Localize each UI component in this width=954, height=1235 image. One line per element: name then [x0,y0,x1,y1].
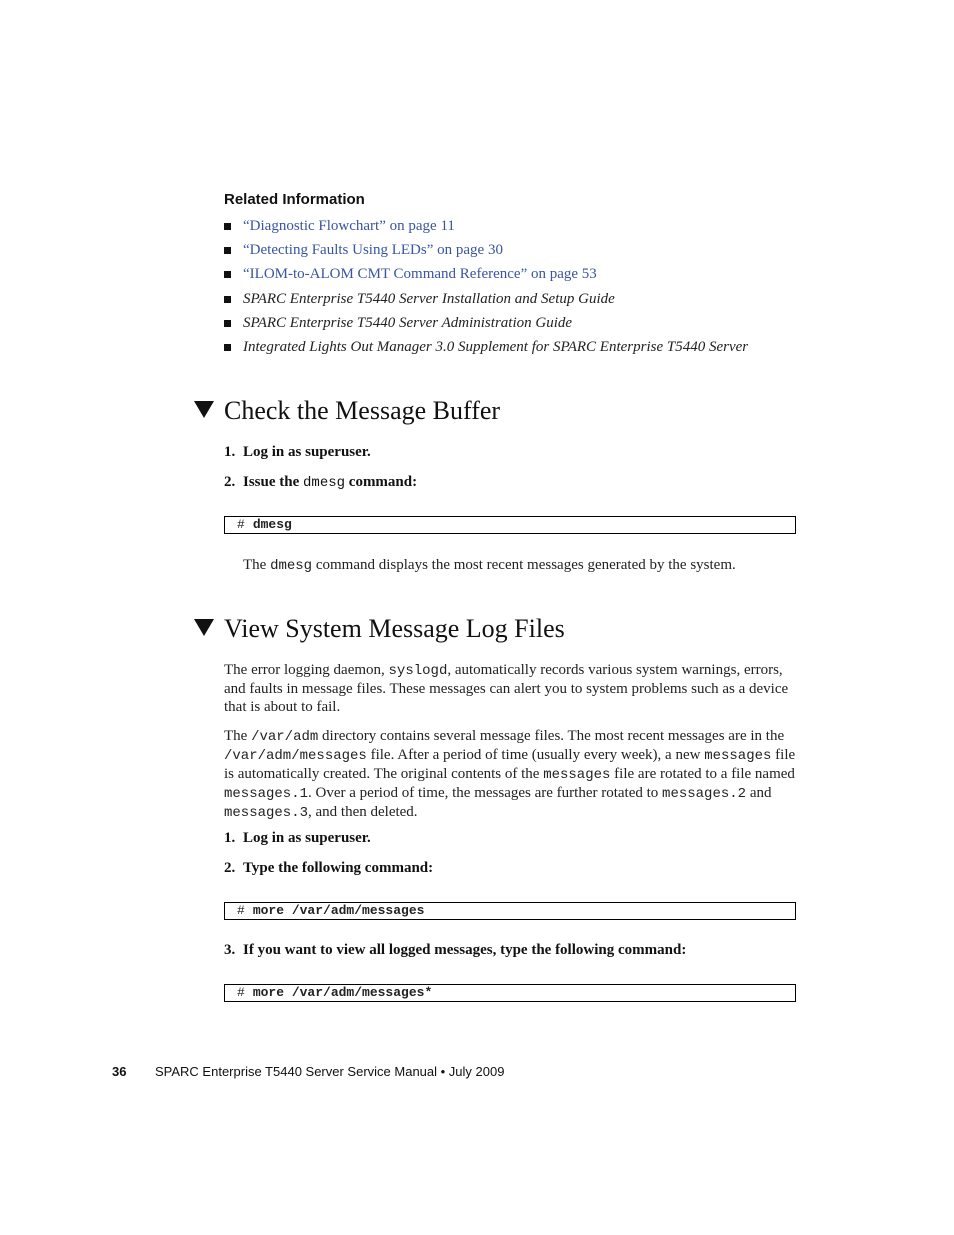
code-block [224,516,796,534]
related-information-heading: Related Information [224,191,365,208]
step-number: 2. [224,860,236,876]
text: command displays the most recent messages generated by the system. [315,557,736,573]
shell-command: more /var/adm/messages* [252,985,433,1000]
section-title: View System Message Log Files [224,614,565,643]
procedure-step [224,830,371,847]
xref-link[interactable]: “ILOM-to-ALOM CMT Command Reference” on page 53 [243,266,597,283]
text: file. After a period of time (usually every week), a new [370,747,701,763]
text: The [224,728,248,744]
inline-code: messages [543,767,611,783]
section-title: Check the Message Buffer [224,396,501,425]
procedure-triangle-icon [194,619,214,636]
section-heading-check-message-buffer [194,396,500,426]
inline-code: /var/adm/messages [224,748,367,764]
procedure-step [224,860,433,877]
footer-page-number: 36 [112,1064,127,1079]
book-title: SPARC Enterprise T5440 Server Administration Guide [243,314,573,331]
text: file are rotated to a file named [614,766,795,782]
inline-code: messages [704,748,772,764]
step-number: 1. [224,830,236,846]
text: and [749,785,772,801]
bullet-square-icon [224,247,231,254]
inline-code: dmesg [303,475,346,491]
bullet-square-icon [224,271,231,278]
step-text: command: [348,474,418,490]
inline-code: messages.2 [662,786,747,802]
inline-code: messages.1 [224,786,309,802]
procedure-step [224,942,686,959]
step-number: 3. [224,942,236,958]
shell-command: dmesg [252,517,292,532]
shell-command: more /var/adm/messages [252,903,425,918]
book-title: SPARC Enterprise T5440 Server Installation and Setup Guide [243,290,615,307]
inline-code: syslogd [388,663,448,679]
step-number: 2. [224,474,236,490]
code-block [224,984,796,1002]
book-title: Integrated Lights Out Manager 3.0 Supplement for SPARC Enterprise T5440 Server [243,338,749,355]
xref-link[interactable]: “Diagnostic Flowchart” on page 11 [243,218,455,234]
text: , automatically records various system warnings, errors, and faults in message files. These messages can alert you to system problems such as a device that is about to fail. [224,662,789,715]
code-block [224,902,796,920]
procedure-step [224,474,417,491]
text: The [243,557,267,573]
step-text: Log in as superuser. [243,830,371,846]
bullet-square-icon [224,320,231,327]
inline-code: dmesg [270,558,313,574]
shell-prompt: # [237,903,245,918]
xref-link[interactable]: “Detecting Faults Using LEDs” on page 30 [243,242,503,259]
text: . Over a period of time, the messages are further rotated to [308,785,659,801]
bullet-square-icon [224,344,231,351]
step-text: If you want to view all logged messages, type the following command: [243,942,687,958]
inline-code: messages.3 [224,805,309,821]
text: directory contains several message files. The most recent messages are in the [322,728,785,744]
procedure-triangle-icon [194,401,214,418]
text: The error logging daemon, [224,662,385,678]
step-text: Issue the [243,474,300,490]
text: , and then deleted. [308,804,418,820]
step-text: Log in as superuser. [243,444,371,460]
procedure-step [224,444,371,461]
bullet-square-icon [224,296,231,303]
paragraph-var-adm [224,727,804,822]
command-description [243,556,736,575]
bullet-square-icon [224,223,231,230]
shell-prompt: # [237,985,245,1000]
footer-document-title: SPARC Enterprise T5440 Server Service Manual • July 2009 [155,1064,505,1079]
step-number: 1. [224,444,236,460]
shell-prompt: # [237,517,245,532]
section-heading-view-log-files [194,614,565,644]
paragraph-syslogd [224,661,804,716]
text: file is automatically created. The original contents of the [224,747,796,782]
inline-code: /var/adm [251,729,319,745]
step-text: Type the following command: [243,860,434,876]
